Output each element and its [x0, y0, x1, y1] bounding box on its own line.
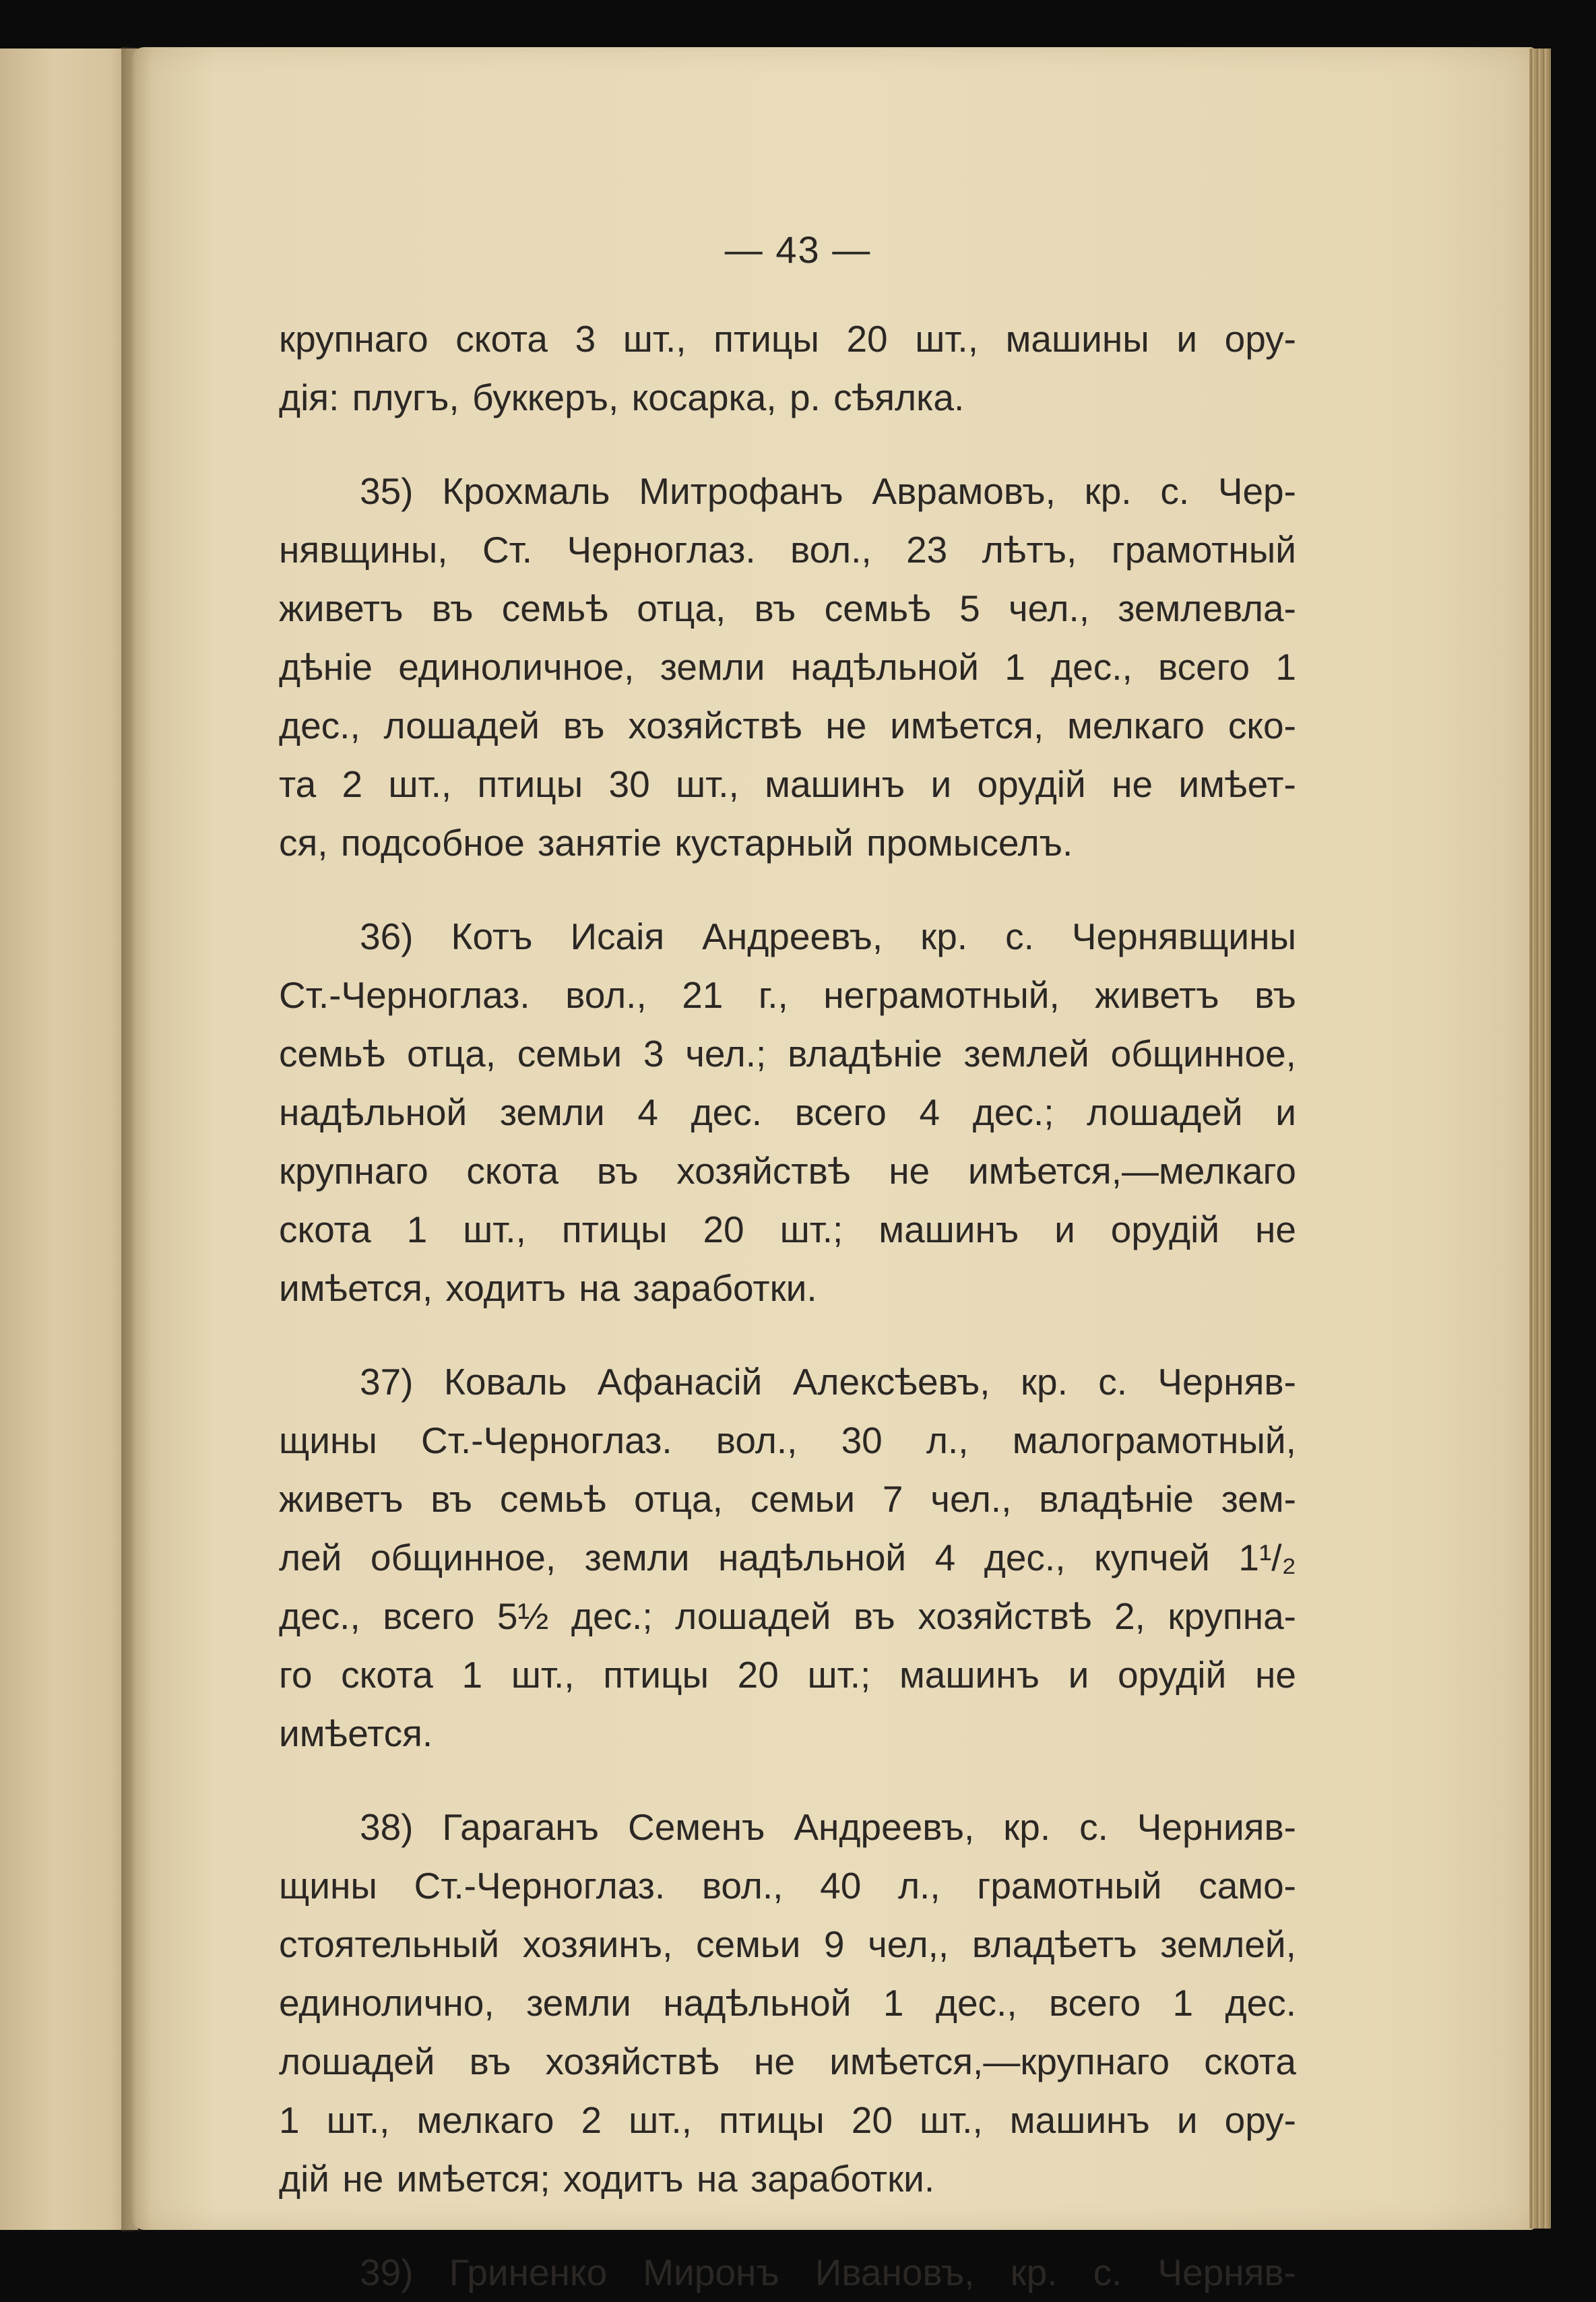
text-line: лошадей въ хозяйствѣ не имѣется,—крупнаго скота [279, 2041, 1296, 2082]
text-line: 1 шт., мелкаго 2 шт., птицы 20 шт., машинъ и ору- [279, 2099, 1296, 2141]
text-line: крупнаго скота въ хозяйствѣ не имѣется,—мелкаго [279, 1150, 1296, 1192]
text-line: лей общинное, земли надѣльной 4 дес., купчей 1¹/₂ [279, 1537, 1296, 1578]
book-gutter [121, 47, 152, 2231]
paragraph-gap [279, 427, 1296, 462]
text-line: семьѣ отца, семьи 3 чел.; владѣніе землей общинное, [279, 1033, 1296, 1075]
text-line: та 2 шт., птицы 30 шт., машинъ и орудій не имѣет- [279, 763, 1296, 805]
text-line: живетъ въ семьѣ отца, семьи 7 чел., владѣніе зем- [279, 1478, 1296, 1520]
text-line: живетъ въ семьѣ отца, въ семьѣ 5 чел., землевла- [279, 587, 1296, 629]
paragraph-gap [279, 872, 1296, 907]
page-edges [1529, 49, 1551, 2229]
text-line: дес., лошадей въ хозяйствѣ не имѣется, мелкаго ско- [279, 705, 1296, 746]
text-line: 36) Котъ Исаія Андреевъ, кр. с. Чернявщины [360, 916, 1296, 957]
text-line: дес., всего 5½ дес.; лошадей въ хозяйствѣ 2, крупна- [279, 1595, 1296, 1637]
text-line: имѣется, ходитъ на заработки. [279, 1267, 817, 1309]
text-line: ся, подсобное занятіе кустарный промыселъ. [279, 822, 1073, 864]
text-line: имѣется. [279, 1713, 433, 1754]
text-line: надѣльной земли 4 дес. всего 4 дес.; лошадей и [279, 1091, 1296, 1133]
text-line: крупнаго скота 3 шт., птицы 20 шт., машины и ору- [279, 318, 1296, 360]
text-line: стоятельный хозяинъ, семьи 9 чел,, владѣетъ землей, [279, 1923, 1296, 1965]
paragraph-gap [279, 1318, 1296, 1353]
page-number: — 43 — [724, 228, 872, 271]
text-line: дій не имѣется; ходитъ на заработки. [279, 2158, 935, 2200]
text-line: Ст.-Черноглаз. вол., 21 г., неграмотный, живетъ въ [279, 974, 1296, 1016]
text-line: дѣніе единоличное, земли надѣльной 1 дес., всего 1 [279, 646, 1296, 688]
text-line: щины Ст.-Черноглаз. вол., 40 л., грамотный само- [279, 1865, 1296, 1907]
text-line: скота 1 шт., птицы 20 шт.; машинъ и орудій не [279, 1209, 1296, 1250]
paragraph-gap [279, 1763, 1296, 1798]
paragraph-gap [279, 2208, 1296, 2243]
text-line: го скота 1 шт., птицы 20 шт.; машинъ и орудій не [279, 1654, 1296, 1696]
text-line: 38) Гараганъ Семенъ Андреевъ, кр. с. Чернияв- [360, 1806, 1296, 1848]
text-line: 37) Коваль Афанасій Алексѣевъ, кр. с. Черняв- [360, 1361, 1296, 1403]
text-line: дія: плугъ, буккеръ, косарка, р. сѣялка. [279, 377, 965, 418]
text-line: 39) Гриненко Миронъ Ивановъ, кр. с. Черняв- [360, 2251, 1296, 2293]
body-text [279, 310, 1296, 2302]
facing-page [0, 49, 138, 2230]
text-line: 35) Крохмаль Митрофанъ Аврамовъ, кр. с. Чер- [360, 470, 1296, 512]
text-line: нявщины, Ст. Черноглаз. вол., 23 лѣтъ, грамотный [279, 529, 1296, 571]
text-line: щины Ст.-Черноглаз. вол., 30 л., малограмотный, [279, 1419, 1296, 1461]
text-line: единолично, земли надѣльной 1 дес., всего 1 дес. [279, 1982, 1296, 2024]
